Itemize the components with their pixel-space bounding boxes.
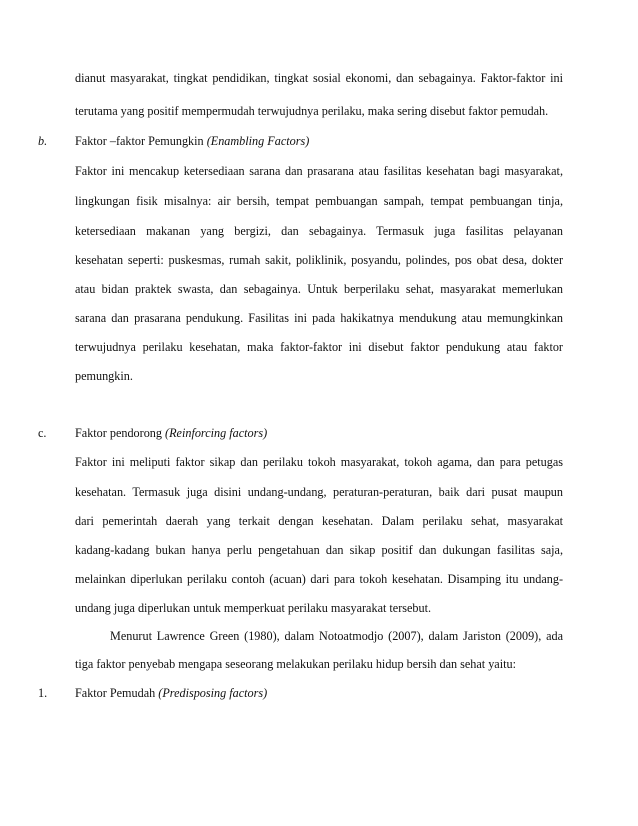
text-line: terwujudnya perilaku kesehatan, maka faktor-faktor ini disebut faktor pendukung atau faktor <box>75 340 563 354</box>
text-line: kesehatan seperti: puskesmas, rumah sakit, poliklinik, posyandu, polindes, pos obat desa, dokter <box>75 253 563 267</box>
list-marker-1: 1. <box>38 686 48 700</box>
section-b-heading <box>75 133 309 149</box>
text-line: ketersediaan makanan yang bergizi, dan sebagainya. Termasuk juga fasilitas pelayanan <box>75 224 563 238</box>
item-1-heading <box>75 685 267 701</box>
section-c-heading-italic: (Reinforcing factors) <box>165 426 268 440</box>
item-1-heading-italic: (Predisposing factors) <box>158 686 268 700</box>
list-marker-b: b. <box>38 134 48 148</box>
section-c-heading <box>75 425 267 441</box>
text-line: Faktor ini mencakup ketersediaan sarana dan prasarana atau fasilitas kesehatan bagi masyarakat, <box>75 164 563 178</box>
list-marker-c: c. <box>38 426 47 440</box>
text-line: tiga faktor penyebab mengapa seseorang melakukan perilaku hidup bersih dan sehat yaitu: <box>75 657 516 671</box>
section-b-heading-italic: (Enambling Factors) <box>206 134 310 148</box>
text-line: dari pemerintah daerah yang terkait dengan kesehatan. Dalam perilaku sehat, masyarakat <box>75 514 563 528</box>
text-line: kesehatan. Termasuk juga disini undang-undang, peraturan-peraturan, baik dari pusat maupun <box>75 485 563 499</box>
text-line: lingkungan fisik misalnya: air bersih, tempat pembuangan sampah, tempat pembuangan tinja, <box>75 194 563 208</box>
text-line: terutama yang positif mempermudah terwujudnya perilaku, maka sering disebut faktor pemudah. <box>75 104 549 118</box>
text-line: Menurut Lawrence Green (1980), dalam Notoatmodjo (2007), dalam Jariston (2009), ada <box>110 629 563 643</box>
text-line: dianut masyarakat, tingkat pendidikan, tingkat sosial ekonomi, dan sebagainya. Faktor-faktor ini <box>75 71 563 85</box>
text-line: sarana dan prasarana pendukung. Fasilitas ini pada hakikatnya mendukung atau memungkinkan <box>75 311 563 325</box>
section-c-heading-text: Faktor pendorong <box>75 426 166 440</box>
item-1-heading-text: Faktor Pemudah <box>75 686 159 700</box>
text-line: pemungkin. <box>75 369 133 383</box>
text-line: melainkan diperlukan perilaku contoh (acuan) dari para tokoh kesehatan. Disamping itu undang- <box>75 572 563 586</box>
text-line: atau bidan praktek swasta, dan sebagainya. Untuk berperilaku sehat, masyarakat memerlukan <box>75 282 563 296</box>
section-b-heading-text: Faktor –faktor Pemungkin <box>75 134 207 148</box>
text-line: undang juga diperlukan untuk memperkuat perilaku masyarakat tersebut. <box>75 601 432 615</box>
text-line: Faktor ini meliputi faktor sikap dan perilaku tokoh masyarakat, tokoh agama, dan para petugas <box>75 455 563 469</box>
text-line: kadang-kadang bukan hanya perlu pengetahuan dan sikap positif dan dukungan fasilitas saja, <box>75 543 563 557</box>
